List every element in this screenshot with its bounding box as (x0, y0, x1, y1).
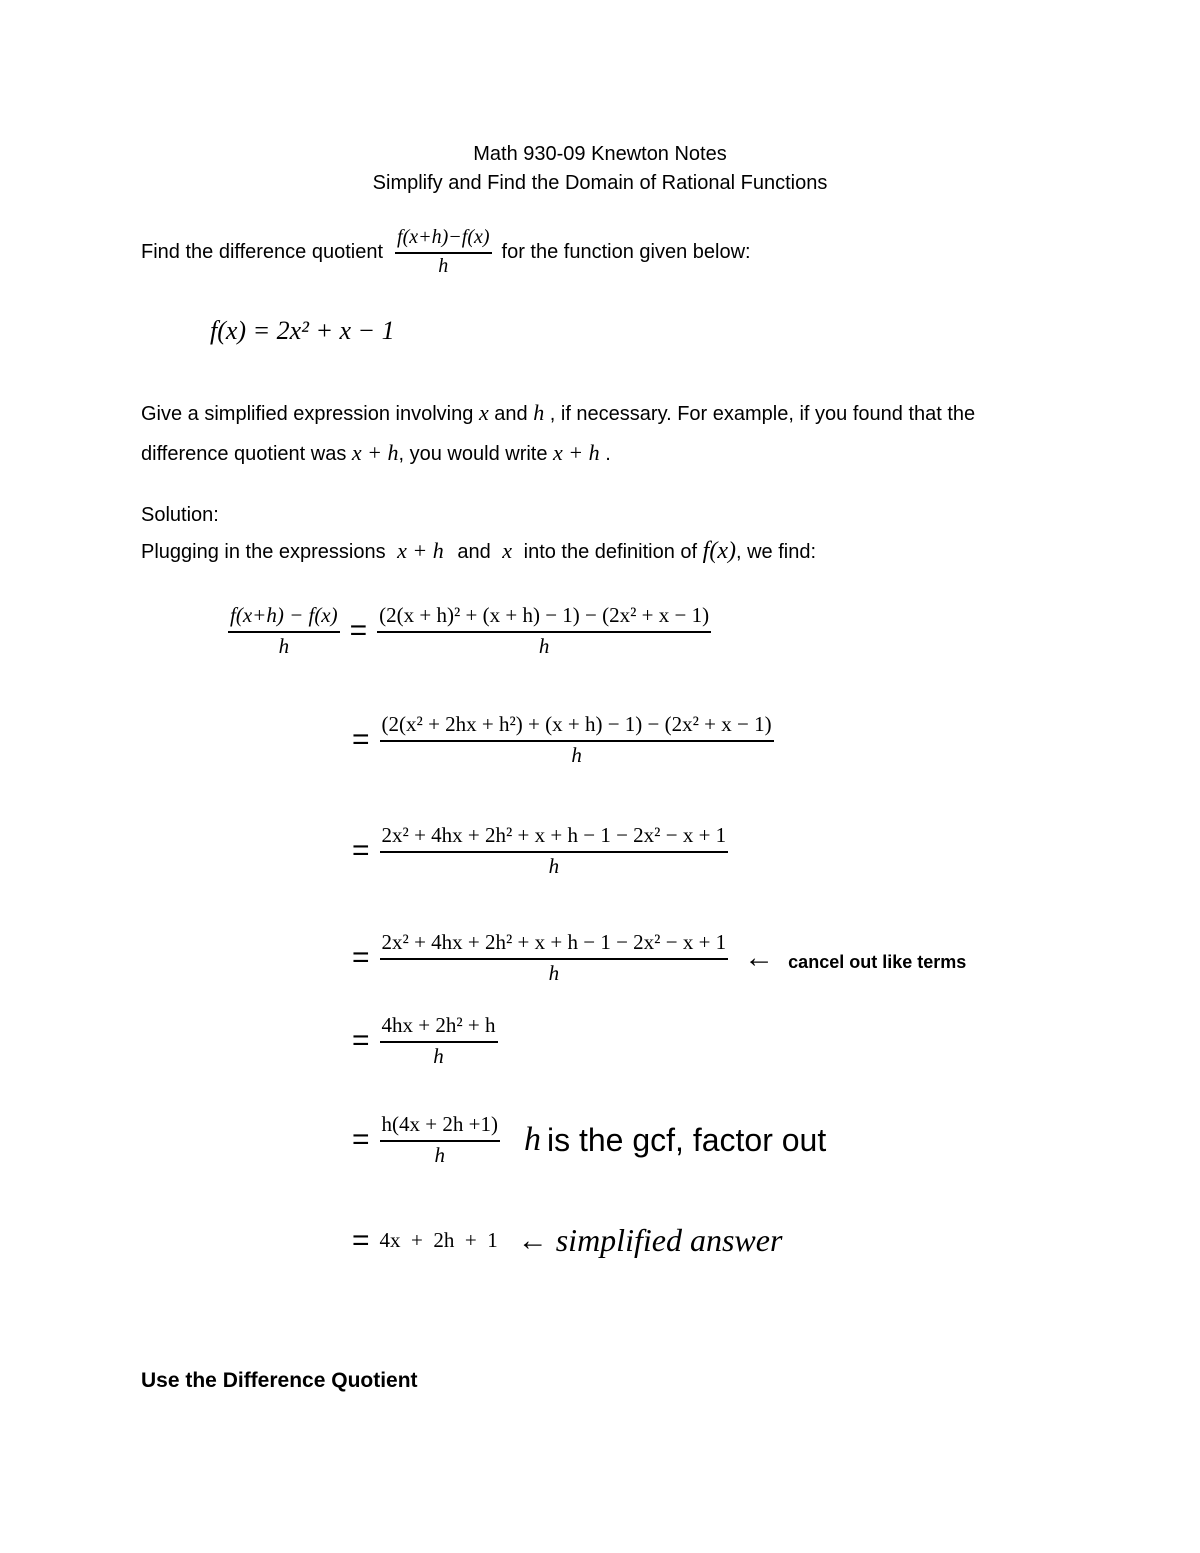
solution-label: Solution: (141, 504, 219, 526)
dq-numerator: f(x+h)−f(x) (397, 226, 490, 248)
step-fraction (380, 1112, 500, 1168)
lhs-denominator: h (278, 634, 290, 658)
plug-fx: f(x) (702, 538, 736, 564)
step-numerator: h(4x + 2h +1) (381, 1112, 498, 1136)
plug-expression-1: x + h (397, 538, 444, 563)
section-heading: Use the Difference Quotient (141, 1369, 418, 1392)
function-definition: f(x) = 2x² + x − 1 (210, 316, 395, 345)
equation-step-4 (352, 930, 966, 986)
step-numerator: 2x² + 4hx + 2h² + x + h − 1 − 2x² − x + 1 (381, 930, 727, 954)
step-fraction (380, 823, 729, 879)
step-denominator: h (433, 1044, 444, 1068)
plug-text: Plugging in the expressions (141, 541, 386, 563)
variable-x: x (478, 400, 489, 425)
plug-text-3: , we find: (735, 541, 817, 563)
instruction-period: . (605, 443, 611, 465)
dq-denominator: h (438, 255, 449, 277)
problem-intro (141, 226, 751, 278)
equals-sign: = (352, 1024, 370, 1057)
equation-step-1 (228, 603, 711, 659)
left-arrow-icon: ← (517, 1223, 548, 1257)
plug-text-2: into the definition of (523, 541, 698, 563)
equals-sign: = (352, 834, 370, 867)
step-denominator: h (434, 1143, 445, 1167)
cancel-note: cancel out like terms (788, 951, 967, 972)
simplified-answer-note: simplified answer (555, 1222, 783, 1258)
left-arrow-icon: ← (744, 941, 775, 974)
step-fraction (380, 930, 729, 986)
step-denominator: h (571, 743, 582, 767)
solution-plug-line (141, 538, 816, 565)
equation-step-3 (352, 823, 728, 879)
intro-text-after: for the function given below: (501, 240, 751, 263)
equals-sign: = (352, 1123, 370, 1156)
step-numerator: (2(x² + 2hx + h²) + (x + h) − 1) − (2x² + x − 1) (381, 712, 772, 736)
equals-sign: = (352, 941, 370, 974)
intro-text-before: Find the difference quotient (141, 240, 384, 263)
equation-step-2 (352, 712, 774, 768)
lhs-fraction (228, 603, 340, 659)
equals-sign: = (349, 614, 368, 647)
instruction-text-cont: , if necessary. For example, if you found that the (549, 403, 976, 425)
example-expression-1: x + h (351, 440, 399, 465)
step-fraction (380, 1013, 498, 1069)
instruction-text-2: difference quotient was (141, 443, 347, 465)
example-expression-2: x + h (553, 440, 600, 465)
step-numerator: 4hx + 2h² + h (381, 1013, 496, 1037)
instruction-line-1 (141, 400, 975, 426)
variable-h: h (533, 400, 545, 425)
instruction-line-2 (141, 440, 611, 466)
gcf-note: is the gcf, factor out (546, 1121, 827, 1158)
step-denominator: h (548, 854, 560, 878)
step-fraction (377, 603, 711, 659)
step-denominator: h (538, 634, 550, 658)
equals-sign: = (352, 1223, 370, 1257)
instruction-text: Give a simplified expression involving (141, 403, 474, 425)
equation-step-5 (352, 1013, 498, 1069)
equation-step-6 (352, 1112, 826, 1168)
doc-title: Math 930-09 Knewton Notes (473, 143, 727, 165)
equals-sign: = (352, 723, 370, 756)
final-answer-line (352, 1222, 782, 1259)
gcf-variable: h (523, 1121, 541, 1158)
doc-subtitle: Simplify and Find the Domain of Rational Functions (372, 172, 828, 194)
difference-quotient-fraction (395, 226, 492, 278)
step-numerator: 2x² + 4hx + 2h² + x + h − 1 − 2x² − x + 1 (381, 823, 727, 847)
plug-and: and (457, 541, 491, 563)
instruction-text-3: , you would write (398, 443, 548, 465)
instruction-and: and (494, 403, 528, 425)
step-numerator: (2(x + h)² + (x + h) − 1) − (2x² + x − 1) (379, 603, 710, 627)
plug-expression-2: x (502, 538, 513, 563)
step-denominator: h (548, 961, 560, 985)
final-answer: 4x + 2h + 1 (379, 1228, 498, 1252)
step-fraction (380, 712, 774, 768)
lhs-numerator: f(x+h) − f(x) (230, 603, 338, 627)
